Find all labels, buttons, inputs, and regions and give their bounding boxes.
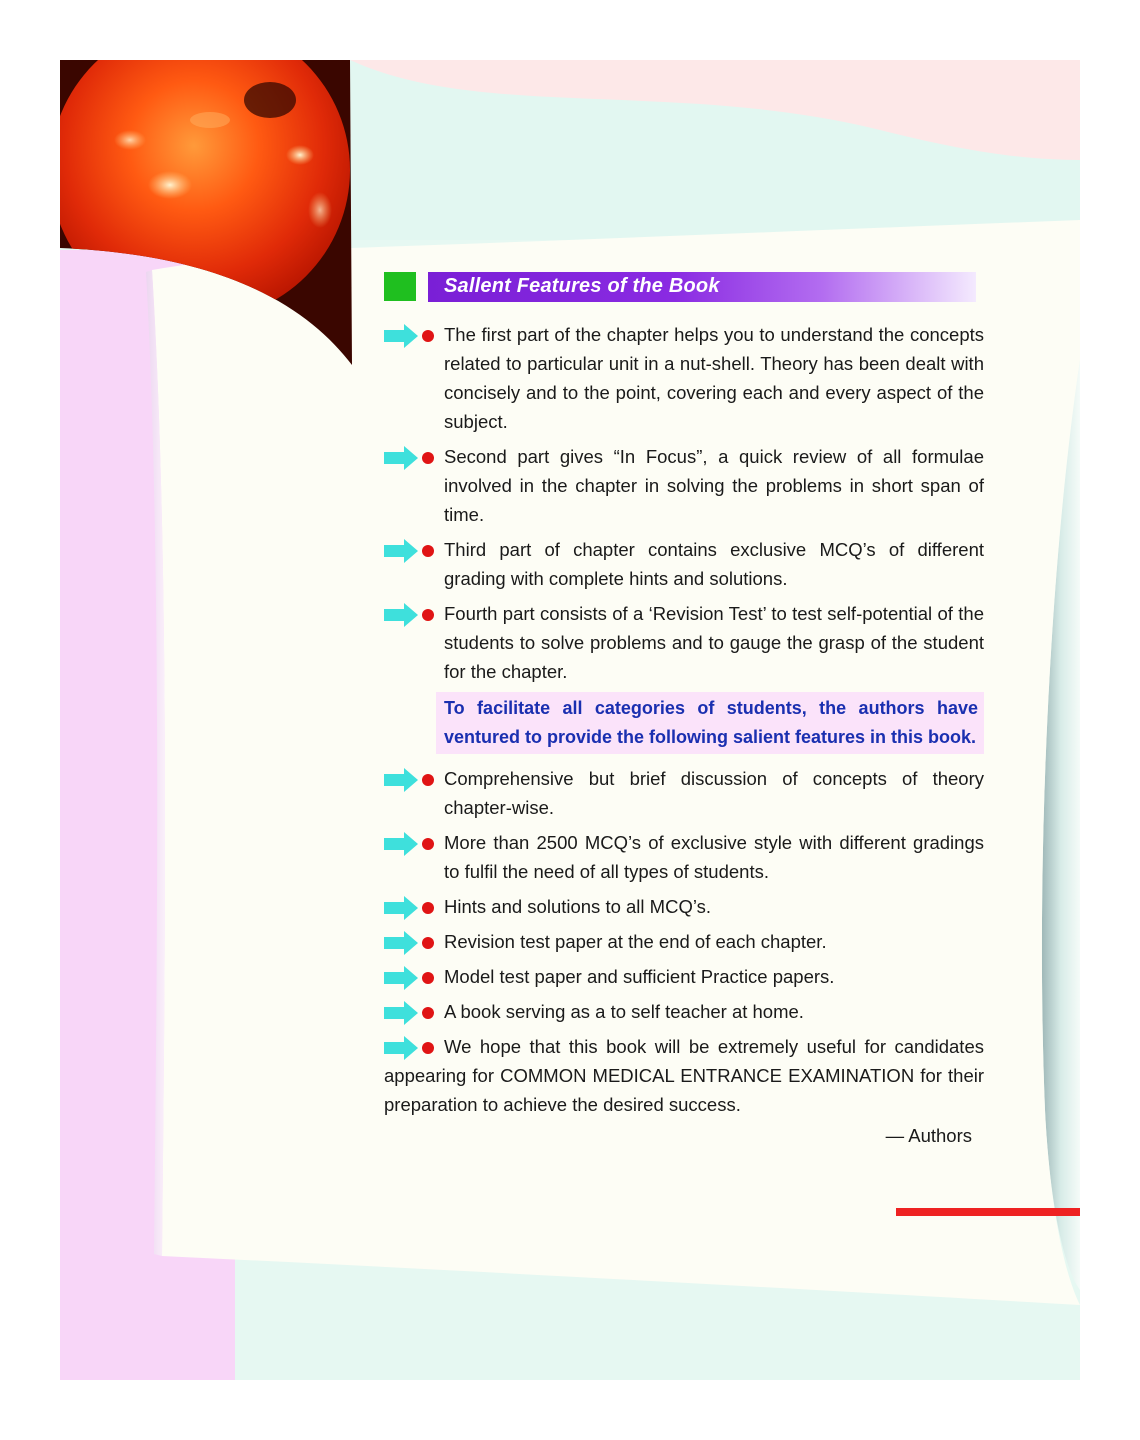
sun-photo	[60, 60, 352, 365]
callout-box: To facilitate all categories of students, the authors have ventured to provide the following salient features in this book.	[436, 692, 984, 754]
closing-text: We hope that this book will be extremely useful for candidates appearing for COMMON MEDICAL ENTRANCE EXAMINATION for their preparation to achieve the desired success.	[384, 1036, 984, 1115]
book-page	[60, 60, 1080, 1380]
feature-text: More than 2500 MCQ’s of exclusive style with different gradings to fulfil the need of all types of students.	[444, 832, 984, 882]
feature-text: Revision test paper at the end of each chapter.	[444, 931, 827, 952]
feature-text: A book serving as a to self teacher at home.	[444, 1001, 804, 1022]
salient-feature-item	[384, 962, 984, 991]
red-dot-icon	[422, 609, 434, 621]
arrow-right-icon	[384, 931, 418, 955]
accent-line	[896, 1208, 1080, 1216]
feature-item	[384, 599, 984, 686]
arrow-right-icon	[384, 446, 418, 470]
arrow-right-icon	[384, 832, 418, 856]
feature-text: Fourth part consists of a ‘Revision Test’ to test self-potential of the students to solve problems and to gauge the grasp of the student for the chapter.	[444, 603, 984, 682]
feature-text: Model test paper and sufficient Practice papers.	[444, 966, 835, 987]
feature-text: Hints and solutions to all MCQ’s.	[444, 896, 711, 917]
feature-text: Second part gives “In Focus”, a quick review of all formulae involved in the chapter in solving the problems in short span of time.	[444, 446, 984, 525]
green-square-icon	[384, 272, 416, 301]
arrow-right-icon	[384, 324, 418, 348]
red-dot-icon	[422, 902, 434, 914]
section-title: Sallent Features of the Book	[444, 275, 720, 297]
arrow-right-icon	[384, 768, 418, 792]
arrow-right-icon	[384, 603, 418, 627]
red-dot-icon	[422, 1042, 434, 1054]
arrow-right-icon	[384, 1036, 418, 1060]
salient-feature-item	[384, 828, 984, 886]
arrow-right-icon	[384, 1001, 418, 1025]
red-dot-icon	[422, 774, 434, 786]
arrow-right-icon	[384, 966, 418, 990]
feature-text: Third part of chapter contains exclusive MCQ’s of different grading with complete hints and solutions.	[444, 539, 984, 589]
salient-feature-item	[384, 997, 984, 1026]
red-dot-icon	[422, 330, 434, 342]
red-dot-icon	[422, 972, 434, 984]
red-dot-icon	[422, 452, 434, 464]
salient-feature-item	[384, 892, 984, 921]
arrow-right-icon	[384, 896, 418, 920]
red-dot-icon	[422, 545, 434, 557]
feature-item	[384, 320, 984, 436]
closing-paragraph	[384, 1032, 984, 1119]
section-heading	[384, 270, 984, 302]
feature-item	[384, 442, 984, 529]
arrow-right-icon	[384, 539, 418, 563]
content-area	[384, 270, 984, 1147]
feature-text: Comprehensive but brief discussion of concepts of theory chapter-wise.	[444, 768, 984, 818]
feature-item	[384, 535, 984, 593]
salient-feature-item	[384, 927, 984, 956]
feature-text: The first part of the chapter helps you to understand the concepts related to particular unit in a nut-shell. Theory has been dealt with concisely and to the point, covering each and every aspect of the subject.	[444, 324, 984, 432]
signature: — Authors	[885, 1125, 972, 1146]
red-dot-icon	[422, 838, 434, 850]
red-dot-icon	[422, 937, 434, 949]
red-dot-icon	[422, 1007, 434, 1019]
salient-feature-item	[384, 764, 984, 822]
